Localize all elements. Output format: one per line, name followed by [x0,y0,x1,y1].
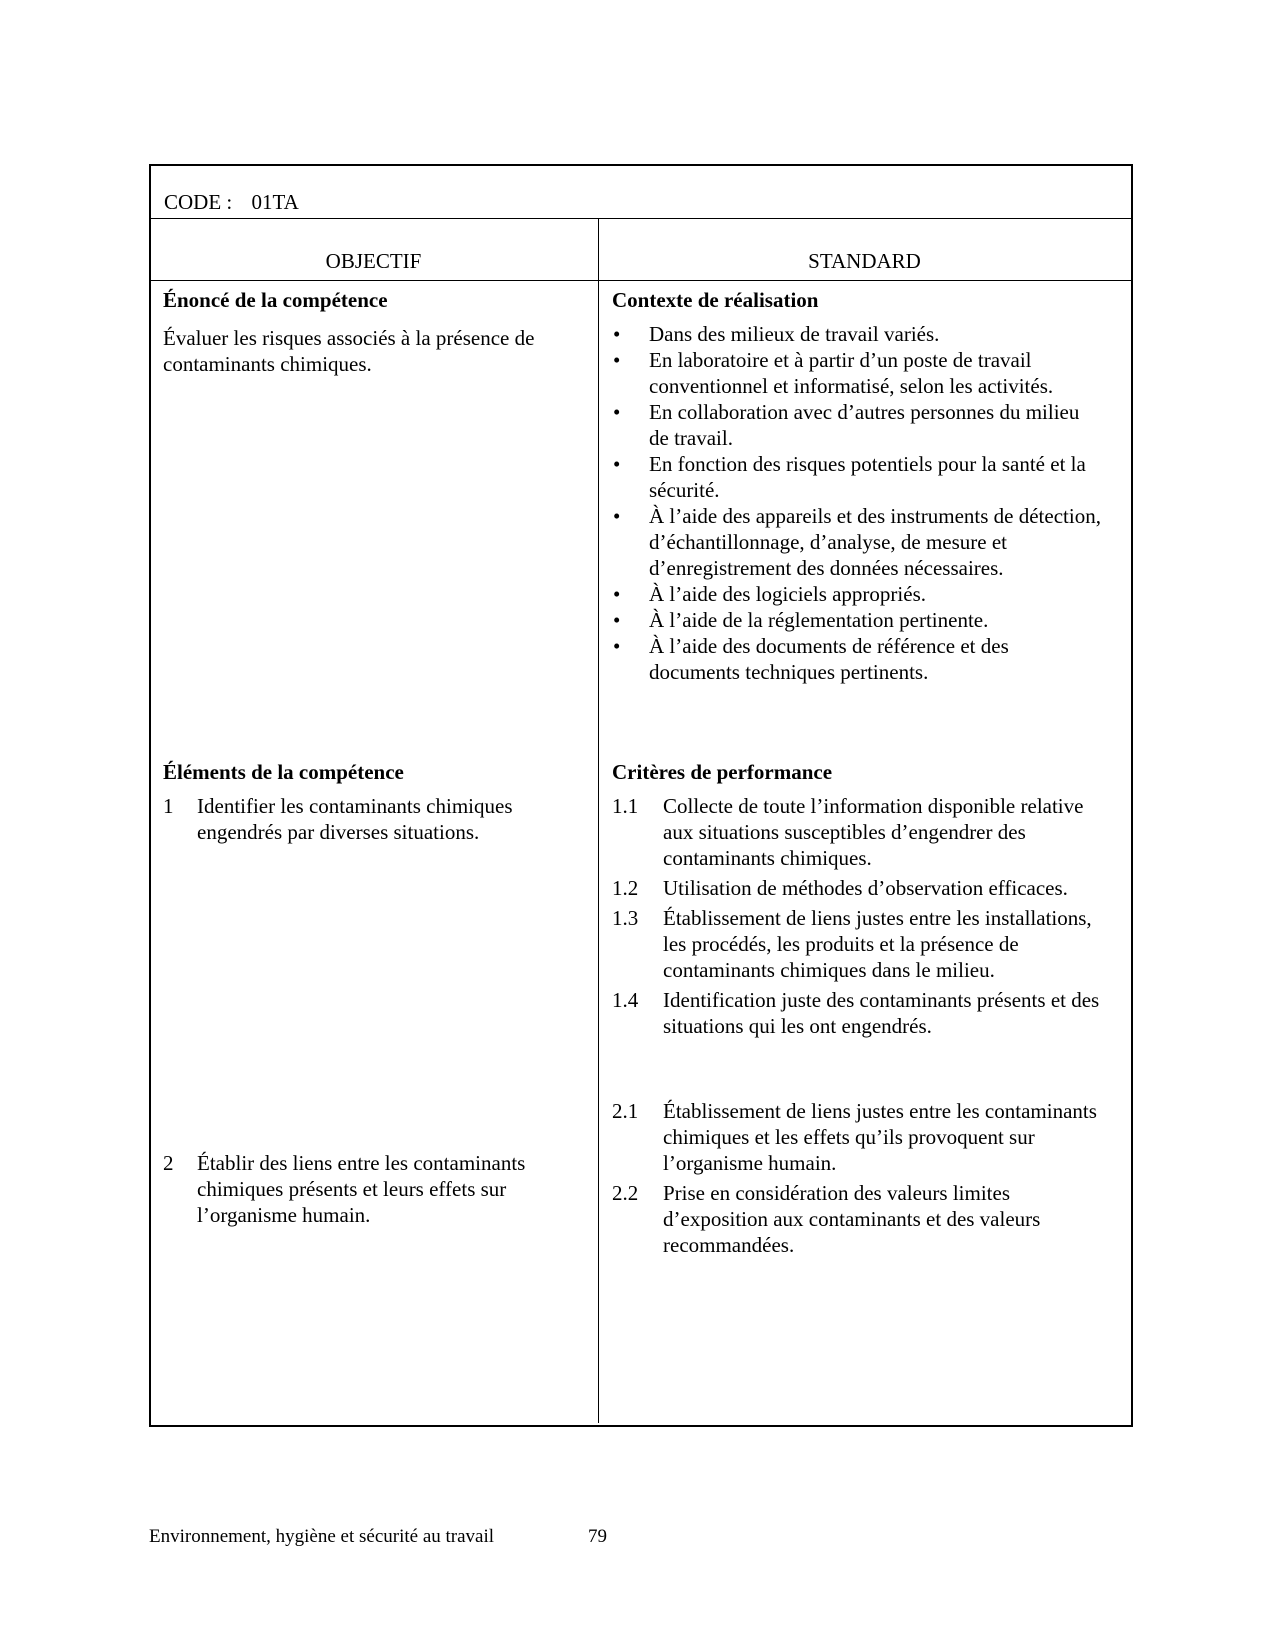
element-item: 1 Identifier les contaminants chimiques engendrés par diverses situations. [163,794,513,844]
criterion-item: 2.2 Prise en considération des valeurs limites d’exposition aux contaminants et des valeurs recommandées. [612,1181,1041,1257]
list-item: • En fonction des risques potentiels pour la santé et la sécurité. [613,451,1103,503]
criteres-group-2 [612,1098,1117,1262]
enonce-text: Évaluer les risques associés à la présence de contaminants chimiques. [163,326,535,376]
divider [149,280,1131,281]
criterion-item: 1.2 Utilisation de méthodes d’observation efficaces. [612,876,1068,900]
list-item: • En laboratoire et à partir d’un poste de travail conventionnel et informatisé, selon les activités. [613,347,1103,399]
enonce-title: Énoncé de la compétence [163,288,388,312]
list-item: • À l’aide des appareils et des instruments de détection, d’échantillonnage, d’analyse, de mesure et d’enregistrement des données nécessaires. [613,503,1103,581]
list-item: • À l’aide des logiciels appropriés. [613,581,1103,607]
header-standard: STANDARD [808,249,921,273]
elements-title: Éléments de la compétence [163,760,404,784]
criterion-item: 1.4 Identification juste des contaminants présents et des situations qui les ont engendrés. [612,988,1100,1038]
code-label: CODE : [164,190,233,214]
criteres-group-1 [612,793,1117,1043]
list-item: • À l’aide de la réglementation pertinente. [613,607,1103,633]
header-objectif: OBJECTIF [325,249,422,273]
element-item: 2 Établir des liens entre les contaminants chimiques présents et leurs effets sur l’organisme humain. [163,1151,526,1227]
list-item: • En collaboration avec d’autres personnes du milieu de travail. [613,399,1103,451]
code-row [164,189,299,215]
criterion-item: 1.3 Établissement de liens justes entre les installations, les procédés, les produits et la présence de contaminants chimiques dans le milieu. [612,906,1092,982]
contexte-list [613,321,1103,685]
criteres-title: Critères de performance [612,760,833,784]
list-item: • À l’aide des documents de référence et des documents techniques pertinents. [613,633,1103,685]
divider [149,218,1131,219]
criterion-item: 2.1 Établissement de liens justes entre les contaminants chimiques et les effets qu’ils provoquent sur l’organisme humain. [612,1099,1097,1175]
footer-title: Environnement, hygiène et sécurité au travail [149,1526,495,1547]
contexte-title: Contexte de réalisation [612,288,819,312]
code-value: 01TA [251,190,299,214]
list-item: • Dans des milieux de travail variés. [613,321,1103,347]
column-divider [598,218,599,1423]
criterion-item: 1.1 Collecte de toute l’information disponible relative aux situations susceptibles d’engendrer des contaminants chimiques. [612,794,1084,870]
page-number: 79 [588,1526,607,1547]
